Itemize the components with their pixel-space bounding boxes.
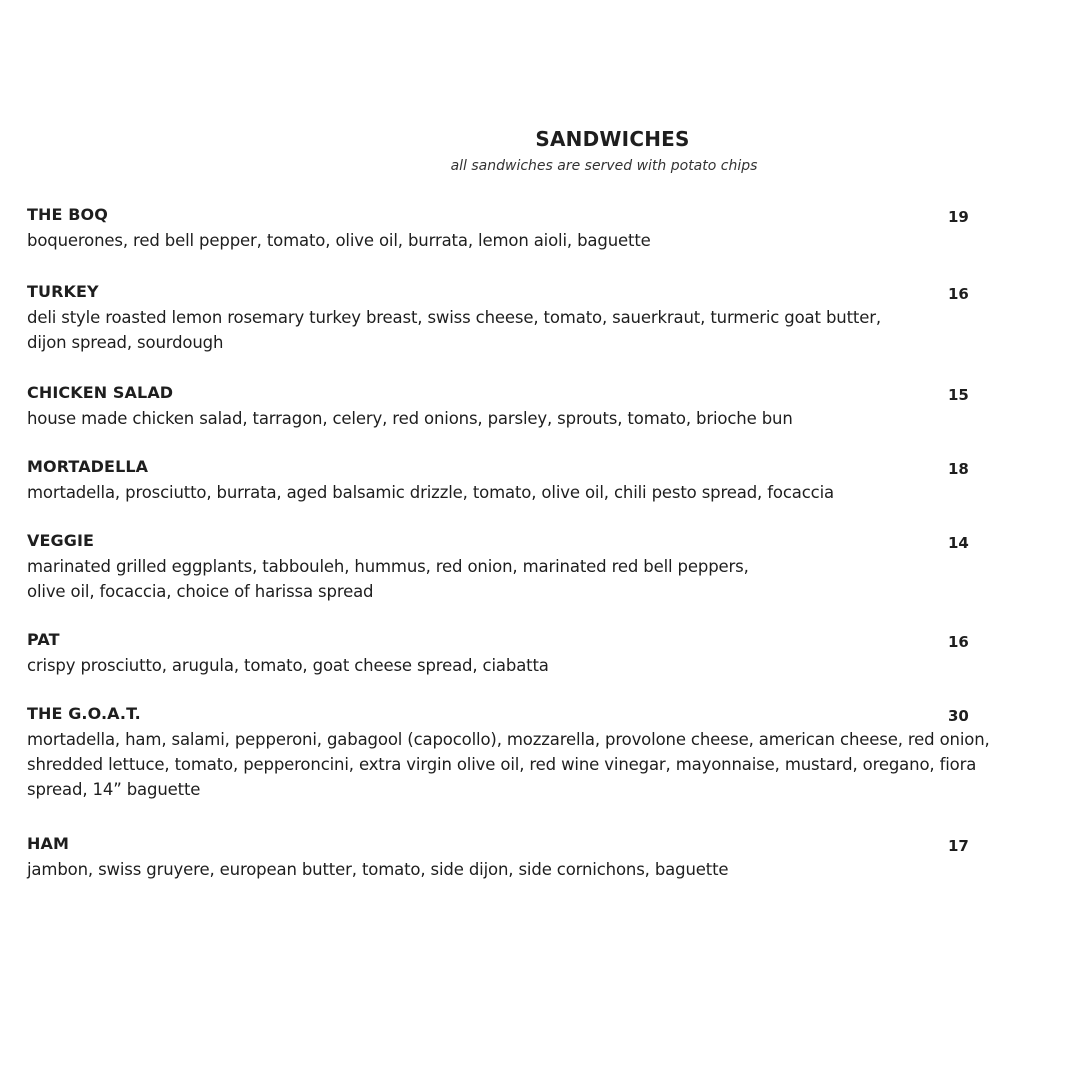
menu-item-pat bbox=[27, 629, 1075, 678]
item-price: 16 bbox=[948, 633, 969, 651]
menu-item-turkey bbox=[27, 281, 1075, 355]
item-name: CHICKEN SALAD bbox=[27, 383, 174, 402]
menu-item-veggie bbox=[27, 530, 1075, 604]
menu-subtitle: all sandwiches are served with potato chips bbox=[450, 158, 758, 174]
item-description: boquerones, red bell pepper, tomato, olive oil, burrata, lemon aioli, baguette bbox=[27, 231, 651, 250]
menu-item-chicken-salad bbox=[27, 382, 1075, 431]
item-name: VEGGIE bbox=[27, 531, 95, 550]
item-price: 15 bbox=[948, 386, 969, 404]
item-name: MORTADELLA bbox=[27, 457, 149, 476]
item-price: 30 bbox=[948, 707, 969, 725]
item-description: deli style roasted lemon rosemary turkey breast, swiss cheese, tomato, sauerkraut, turmeric goat butter, dijon spread, sourdough bbox=[27, 308, 881, 352]
item-name: THE BOQ bbox=[27, 205, 108, 224]
item-price: 16 bbox=[948, 285, 969, 303]
item-name: HAM bbox=[27, 834, 69, 853]
item-name: TURKEY bbox=[27, 282, 99, 301]
item-price: 14 bbox=[948, 534, 969, 552]
menu-item-mortadella bbox=[27, 456, 1075, 505]
item-description: house made chicken salad, tarragon, celery, red onions, parsley, sprouts, tomato, brioche bun bbox=[27, 409, 793, 428]
item-price: 17 bbox=[948, 837, 969, 855]
menu-item-the-boq bbox=[27, 204, 1075, 253]
menu-item-ham bbox=[27, 833, 1075, 882]
menu-title: SANDWICHES bbox=[535, 127, 690, 151]
item-description: jambon, swiss gruyere, european butter, tomato, side dijon, side cornichons, baguette bbox=[27, 860, 729, 879]
item-name: PAT bbox=[27, 630, 60, 649]
item-price: 18 bbox=[948, 460, 969, 478]
item-description: mortadella, prosciutto, burrata, aged balsamic drizzle, tomato, olive oil, chili pesto spread, focaccia bbox=[27, 483, 834, 502]
item-description: crispy prosciutto, arugula, tomato, goat cheese spread, ciabatta bbox=[27, 656, 549, 675]
menu-item-the-goat bbox=[27, 703, 1075, 802]
item-description: mortadella, ham, salami, pepperoni, gabagool (capocollo), mozzarella, provolone cheese, american cheese, red onion, shredded lettuce, tomato, pepperoncini, extra virgin olive oil, red wine vinegar, mayonnaise, mustard, oregano, fiora spread, 14” baguette bbox=[27, 730, 990, 799]
item-price: 19 bbox=[948, 208, 969, 226]
item-name: THE G.O.A.T. bbox=[27, 704, 141, 723]
item-description: marinated grilled eggplants, tabbouleh, hummus, red onion, marinated red bell peppers, olive oil, focaccia, choice of harissa spread bbox=[27, 557, 749, 601]
